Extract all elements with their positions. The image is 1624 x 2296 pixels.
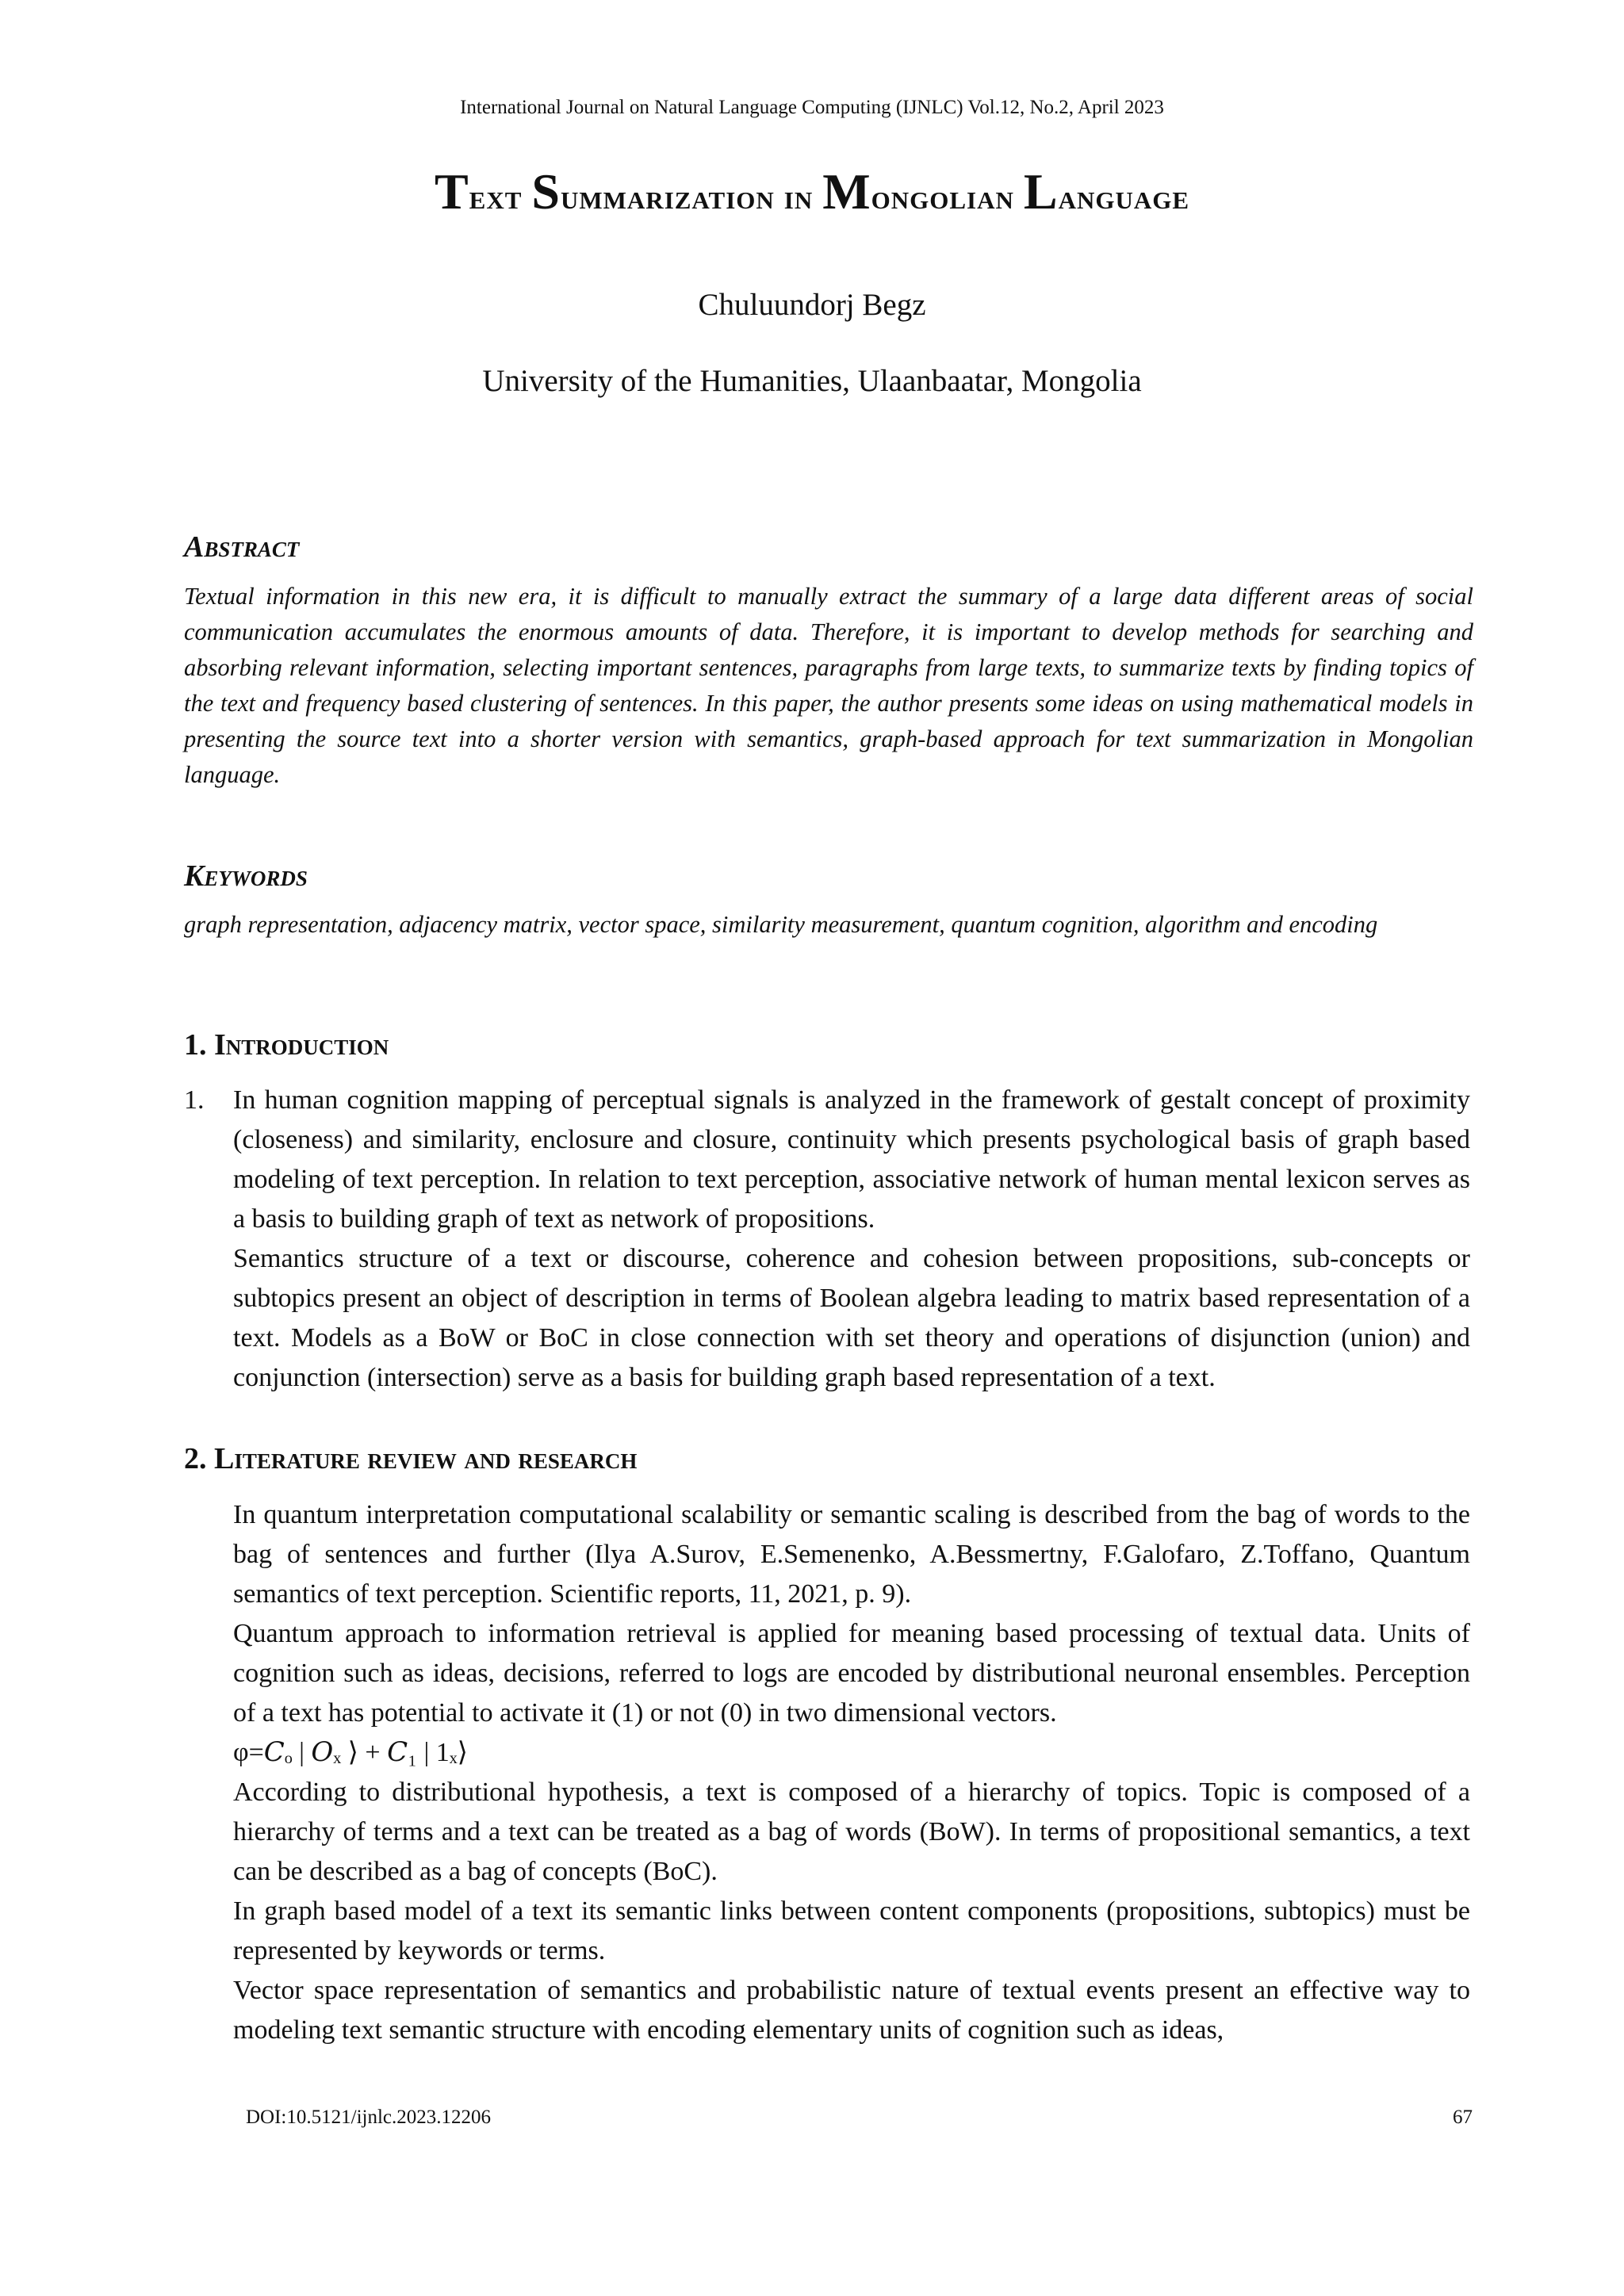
section-2-heading: 2. Literature review and research	[184, 1442, 638, 1475]
title-word: Language	[1023, 163, 1190, 220]
list-number: 1.	[184, 1085, 205, 1115]
paragraph: In graph based model of a text its semantic links between content components (propositions, subtopics) must be represented by keywords or terms.	[233, 1896, 1470, 1965]
journal-header: International Journal on Natural Language Computing (IJNLC) Vol.12, No.2, April 2023	[460, 97, 1164, 118]
title-word: Summarization	[531, 163, 775, 220]
paragraph: Quantum approach to information retrieval is applied for meaning based processing of textual data. Units of cognition such as ideas, decisions, referred to logs are encoded by distributional neuronal ensembles. Perception of a text has potential to activate it (1) or not (0) in two dimensional vectors.	[233, 1619, 1470, 1728]
keywords-text: graph representation, adjacency matrix, vector space, similarity measurement, quantum cognition, algorithm and encoding	[184, 911, 1378, 938]
paragraph: Semantics structure of a text or discourse, coherence and cohesion between propositions, sub-concepts or subtopics present an object of description in terms of Boolean algebra leading to matrix based representation of a text. Models as a BoW or BoC in close connection with set theory and operations of disjunction (union) and conjunction (intersection) serve as a basis for building graph based representation of a text.	[233, 1244, 1470, 1392]
paragraph: According to distributional hypothesis, a text is composed of a hierarchy of topics. Topic is composed of a hierarchy of terms and a text can be treated as a bag of words (BoW). In terms of propositional semantics, a text can be described as a bag of concepts (BoC).	[233, 1777, 1470, 1886]
author-name: Chuluundorj Begz	[698, 288, 926, 322]
footer-doi: DOI:10.5121/ijnlc.2023.12206	[246, 2107, 492, 2128]
keywords-heading: Keywords	[184, 859, 308, 893]
abstract-text: Textual information in this new era, it is difficult to manually extract the summary of a large data different areas of social communication accumulates the enormous amounts of data. Therefore, it is important to develop methods for searching and absorbing relevant information, selecting important sentences, paragraphs from large texts, to summarize texts by finding topics of the text and frequency based clustering of sentences. In this paper, the author presents some ideas on using mathematical models in presenting the source text into a shorter version with semantics, graph-based approach for text summarization in Mongolian language.	[184, 583, 1473, 788]
paper-title	[0, 163, 1624, 221]
author-affiliation: University of the Humanities, Ulaanbaatar, Mongolia	[482, 364, 1142, 398]
title-word: Text	[434, 163, 523, 220]
title-word: Mongolian	[822, 163, 1014, 220]
title-word: in	[783, 178, 814, 216]
section-2-body	[233, 1495, 1470, 2050]
paragraph: In human cognition mapping of perceptual signals is analyzed in the framework of gestalt concept of proximity (closeness) and similarity, enclosure and closure, continuity which presents psychological basis of graph based modeling of text perception. In relation to text perception, associative network of human mental lexicon serves as a basis to building graph of text as network of propositions.	[233, 1085, 1470, 1234]
section-1-body	[233, 1081, 1470, 1398]
paragraph: Vector space representation of semantics and probabilistic nature of textual events present an effective way to modeling text semantic structure with encoding elementary units of cognition such as ideas,	[233, 1976, 1470, 2045]
page-number: 67	[1453, 2107, 1473, 2128]
paragraph: In quantum interpretation computational scalability or semantic scaling is described from the bag of words to the bag of sentences and further (Ilya A.Surov, E.Semenenko, A.Bessmertny, F.Galofaro, Z.Toffano, Quantum semantics of text perception. Scientific reports, 11, 2021, p. 9).	[233, 1500, 1470, 1609]
formula: φ=𝐶ₒ | 𝑂ₓ ⟩ + 𝐶₁ | 1ₓ⟩	[233, 1738, 468, 1767]
abstract-heading: Abstract	[184, 530, 300, 564]
section-1-heading: 1. Introduction	[184, 1028, 389, 1062]
